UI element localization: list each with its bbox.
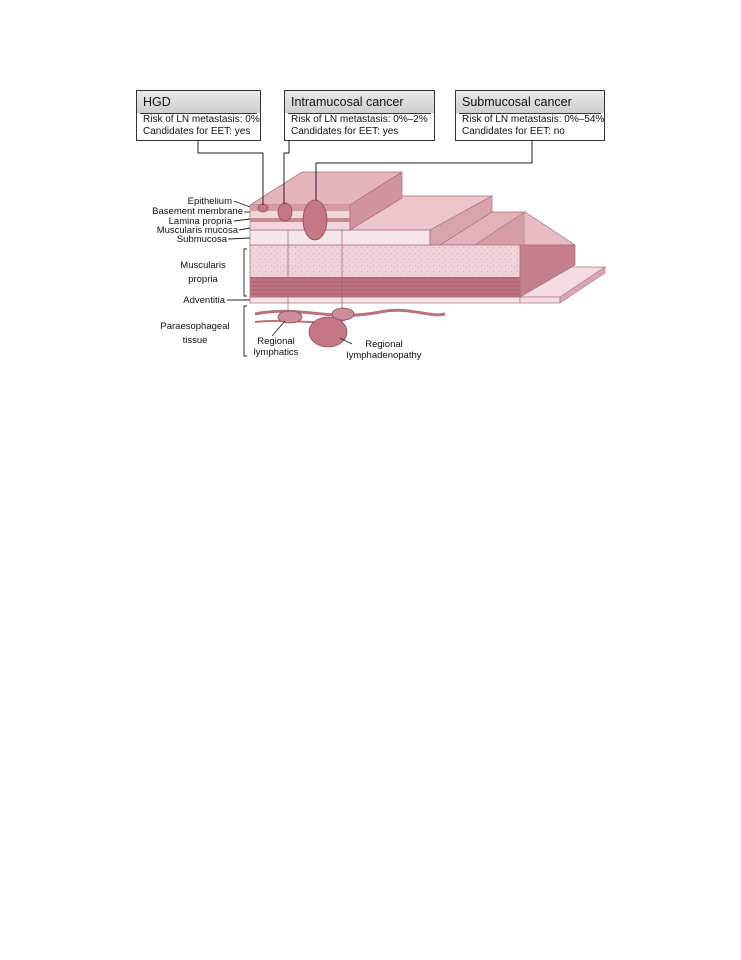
label-lamina-propria: Lamina propria (168, 216, 232, 227)
intramucosal-eet: Candidates for EET: yes (291, 126, 399, 137)
submucosal-eet: Candidates for EET: no (462, 126, 565, 137)
label-regional-lymphatics: Regional lymphatics (253, 336, 299, 358)
label-regional-lymphadenopathy: Regional lymphadenopathy (346, 339, 422, 361)
label-paraesophageal-tissue: Paraesophageal tissue (160, 321, 230, 346)
intramucosal-risk: Risk of LN metastasis: 0%–2% (291, 114, 428, 125)
hgd-eet: Candidates for EET: yes (143, 126, 251, 137)
label-muscularis-propria: Muscularis propria (180, 260, 226, 285)
intramucosal-title: Intramucosal cancer (285, 91, 434, 113)
hgd-title: HGD (137, 91, 260, 113)
submucosal-title: Submucosal cancer (456, 91, 604, 113)
label-adventitia: Adventitia (183, 295, 225, 306)
submucosal-callout (455, 90, 605, 141)
hgd-callout (136, 90, 261, 141)
hgd-risk: Risk of LN metastasis: 0% (143, 114, 260, 125)
submucosal-risk: Risk of LN metastasis: 0%–54% (462, 114, 605, 125)
intramucosal-callout (284, 90, 435, 141)
label-basement-membrane: Basement membrane (152, 206, 243, 217)
label-muscularis-mucosa: Muscularis mucosa (156, 225, 238, 236)
label-submucosa: Submucosa (176, 234, 227, 245)
label-epithelium: Epithelium (187, 196, 232, 207)
